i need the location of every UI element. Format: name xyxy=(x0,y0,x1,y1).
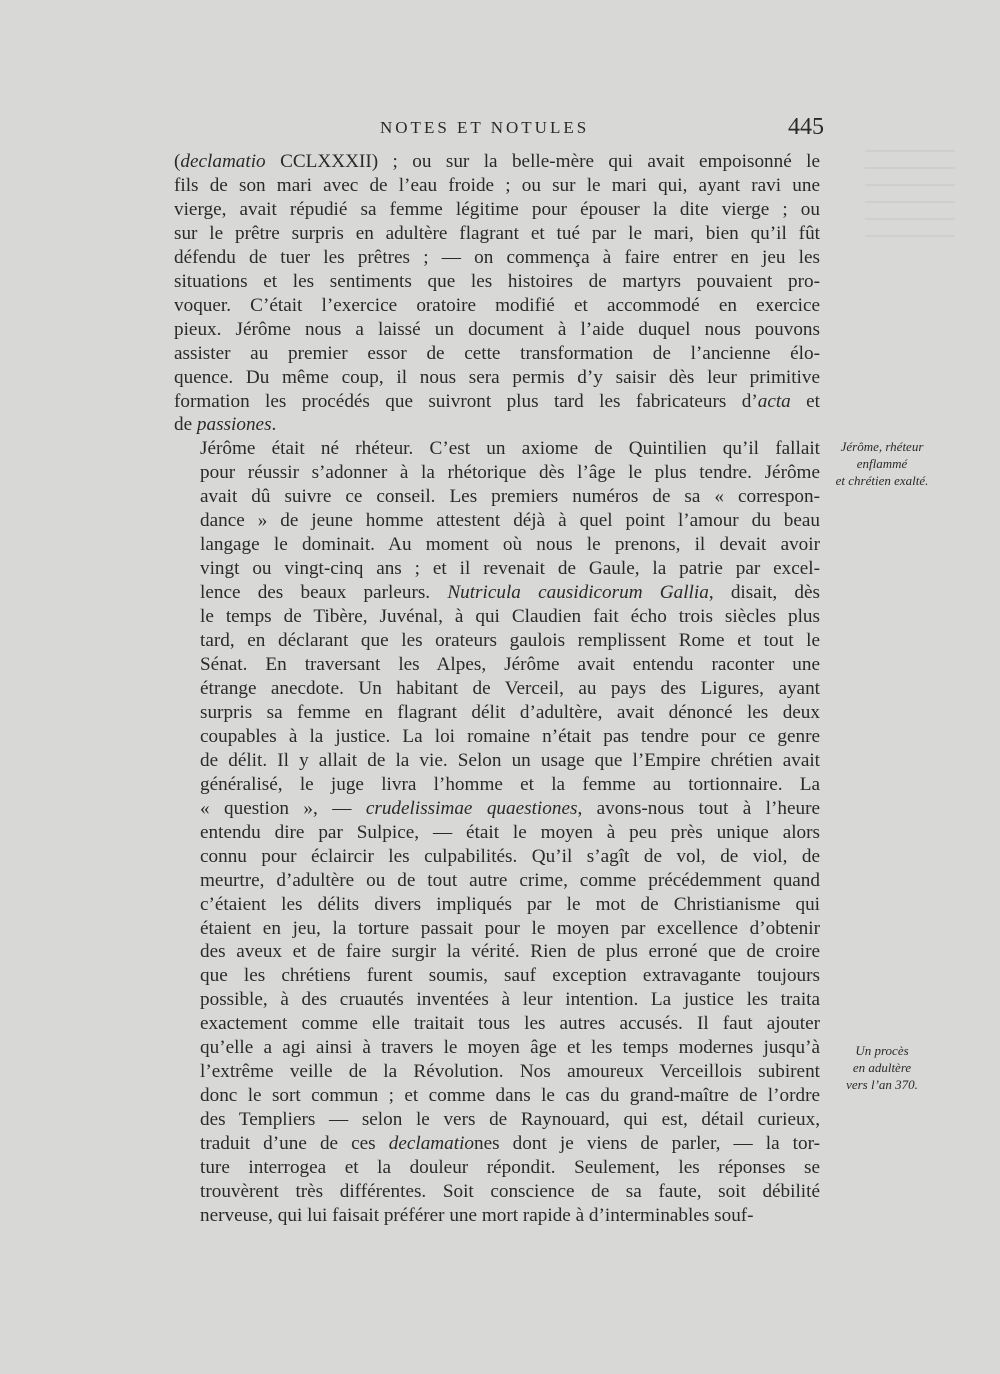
text-line: sur le prêtre surpris en adultère flagrant et tué par le mari, bien qu’il fût xyxy=(174,222,820,244)
body-text xyxy=(174,150,820,1228)
italic-term: crudelissimae quaestiones xyxy=(365,797,578,819)
text-line: meurtre, d’adultère ou de tout autre crime, comme précédemment quand xyxy=(200,869,820,891)
text-line: « question », — crudelissimae quaestiones, avons-nous tout à l’heure xyxy=(200,797,820,819)
text-line: surpris sa femme en flagrant délit d’adultère, avait dénoncé les deux xyxy=(200,701,820,723)
text-line: nerveuse, qui lui faisait préférer une mort rapide à d’interminables souf- xyxy=(200,1204,754,1226)
margin-note-line: et chrétien exalté. xyxy=(835,473,929,488)
text-line: entendu dire par Sulpice, — était le moyen à peu près unique alors xyxy=(200,821,820,843)
margin-note-line: vers l’an 370. xyxy=(846,1077,918,1092)
text-line: voquer. C’était l’exercice oratoire modifié et accommodé en exercice xyxy=(174,294,820,316)
margin-note-line: Jérôme, rhéteur xyxy=(840,439,924,454)
text-line: langage le dominait. Au moment où nous le prenons, il devait avoir xyxy=(200,534,820,556)
text-line: étaient en jeu, la torture passait pour le moyen par excellence d’obtenir xyxy=(200,917,820,939)
italic-term: acta xyxy=(757,390,791,412)
text-line: pieux. Jérôme nous a laissé un document à l’aide duquel nous pouvons xyxy=(174,318,820,340)
page-number: 445 xyxy=(788,114,824,140)
text-line: coupables à la justice. La loi romaine n’était pas tendre pour ce genre xyxy=(200,725,820,747)
text-line: Jérôme était né rhéteur. C’est un axiome de Quintilien qu’il fallait xyxy=(200,438,820,460)
text-line: Sénat. En traversant les Alpes, Jérôme avait entendu raconter une xyxy=(200,654,820,676)
margin-note-line: en adultère xyxy=(852,1060,912,1075)
text-line: (declamatio CCLXXXII) ; ou sur la belle-mère qui avait empoisonné le xyxy=(174,151,820,172)
italic-term: declamatio xyxy=(180,151,266,172)
text-line: ture interrogea et la douleur répondit. Seulement, les réponses se xyxy=(200,1157,820,1179)
text-line: c’étaient les délits divers impliqués par le mot de Christianisme qui xyxy=(200,893,820,915)
running-title: NOTES ET NOTULES xyxy=(380,118,590,137)
page-header xyxy=(174,114,824,142)
text-line: des aveux et de faire surgir la vérité. Rien de plus erroné que de croire xyxy=(200,941,820,963)
italic-term: passiones xyxy=(196,414,272,436)
text-line: possible, à des cruautés inventées à leur intention. La justice les traita xyxy=(200,989,820,1011)
margin-note-line: Un procès xyxy=(855,1043,909,1058)
text-line: exactement comme elle traitait tous les autres accusés. Il faut ajouter xyxy=(200,1013,820,1035)
text-line: lence des beaux parleurs. Nutricula causidicorum Gallia, disait, dès xyxy=(200,582,820,604)
text-line: vingt ou vingt-cinq ans ; et il revenait de Gaule, la patrie par excel- xyxy=(200,558,820,580)
text-line: de passiones. xyxy=(174,414,277,436)
text-line: l’extrême veille de la Révolution. Nos amoureux Verceillois subirent xyxy=(200,1061,820,1083)
text-line: vierge, avait répudié sa femme légitime pour épouser la dite vierge ; ou xyxy=(174,198,820,220)
text-line: tard, en déclarant que les orateurs gaulois remplissent Rome et tout le xyxy=(200,630,820,652)
text-line: que les chrétiens furent soumis, sauf exception extravagante toujours xyxy=(200,965,820,987)
text-line: traduit d’une de ces declamationes dont je viens de parler, — la tor- xyxy=(200,1133,820,1155)
text-line: pour réussir s’adonner à la rhétorique dès l’âge le plus tendre. Jérôme xyxy=(200,462,820,484)
margin-note xyxy=(826,1042,938,1093)
text-line: généralisé, le juge livra l’homme et la femme au tortionnaire. La xyxy=(200,773,820,795)
text-line: quence. Du même coup, il nous sera permis d’y saisir dès leur primitive xyxy=(174,366,820,388)
text-line: formation les procédés que suivront plus tard les fabricateurs d’acta et xyxy=(174,390,820,412)
text-line: étrange anecdote. Un habitant de Verceil, au pays des Ligures, ayant xyxy=(200,677,820,699)
text-line: qu’elle a agi ainsi à travers le moyen âge et les temps modernes jusqu’à xyxy=(200,1037,820,1059)
text-line: situations et les sentiments que les histoires de martyrs pouvaient pro- xyxy=(174,270,820,292)
italic-term: Nutricula causidicorum Gallia xyxy=(447,582,709,604)
text-line: de délit. Il y allait de la vie. Selon un usage que l’Empire chrétien avait xyxy=(200,749,820,771)
paragraph xyxy=(174,150,820,437)
text-line: le temps de Tibère, Juvénal, à qui Claudien fait écho trois siècles plus xyxy=(200,606,820,628)
margin-note-line: enflammé xyxy=(856,456,908,471)
text-line: dance » de jeune homme attestent déjà à quel point l’amour du beau xyxy=(200,510,820,532)
text-line: avait dû suivre ce conseil. Les premiers numéros de sa « correspon- xyxy=(200,486,820,508)
margin-note xyxy=(826,438,938,489)
show-through-text xyxy=(865,150,955,250)
text-line: défendu de tuer les prêtres ; — on commença à faire entrer en jeu les xyxy=(174,246,820,268)
text-line: connu pour éclaircir les culpabilités. Qu’il s’agît de vol, de viol, de xyxy=(200,845,820,867)
italic-term: declamatio xyxy=(388,1133,475,1155)
text-line: assister au premier essor de cette transformation de l’ancienne élo- xyxy=(174,342,820,364)
text-line: trouvèrent très différentes. Soit conscience de sa faute, soit débilité xyxy=(200,1180,820,1202)
text-line: fils de son mari avec de l’eau froide ; ou sur le mari qui, ayant ravi une xyxy=(174,174,820,196)
text-line: donc le sort commun ; et comme dans le cas du grand-maître de l’ordre xyxy=(200,1085,820,1107)
paragraph xyxy=(174,437,820,1227)
text-line: des Templiers — selon le vers de Raynouard, qui est, détail curieux, xyxy=(200,1109,820,1131)
